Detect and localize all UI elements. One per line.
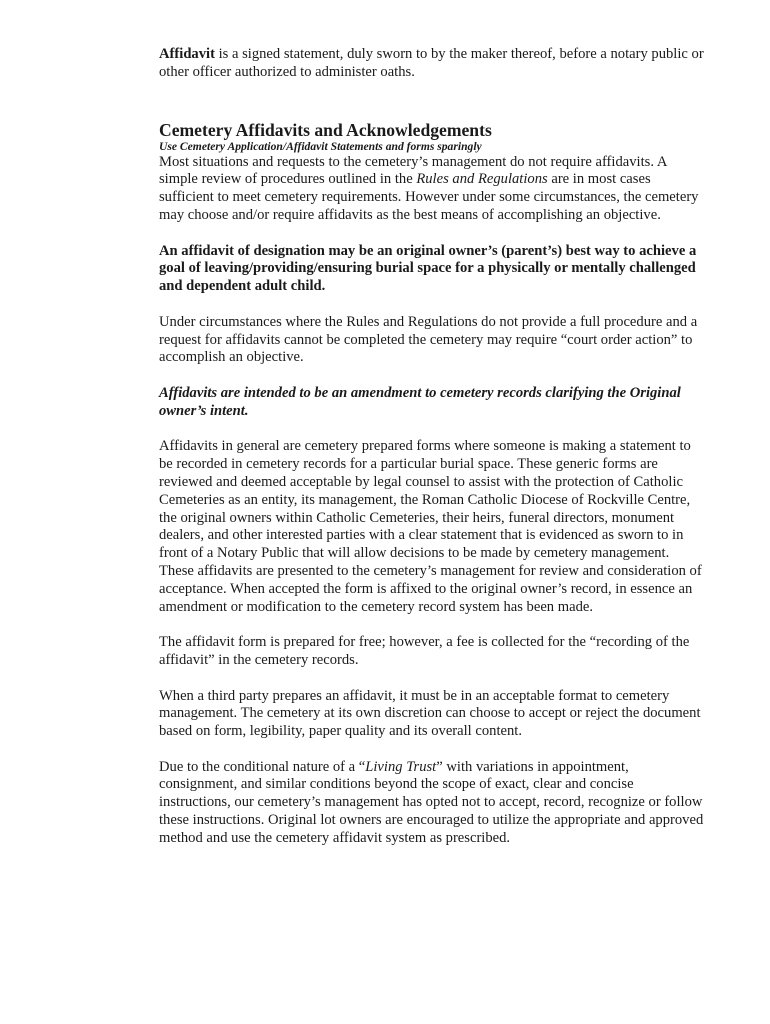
rules-and-regulations-term: Rules and Regulations: [416, 171, 548, 188]
affidavit-term: Affidavit: [159, 46, 215, 62]
living-trust-term: Living Trust: [365, 758, 437, 775]
paragraph-living-trust: Due to the conditional nature of a “Living Trust” with variations in appointment, consignment, and similar conditions beyond the scope of exact, clear and concise instructions, our cemetery’s management has opted not to accept, record, recognize or follow these instructions. Original lot owners are encouraged to utilize the appropriate and approved method and use the cemetery affidavit system as prescribed.: [159, 758, 704, 846]
affidavit-definition: [159, 46, 707, 82]
document-page: [159, 46, 707, 848]
section-subtitle: Use Cemetery Application/Affidavit Statements and forms sparingly: [159, 139, 482, 153]
paragraph-fee: The affidavit form is prepared for free; however, a fee is collected for the “recording of the affidavit” in the cemetery records.: [159, 634, 690, 668]
paragraph-amendment: Affidavits are intended to be an amendment to cemetery records clarifying the Original owner’s intent.: [159, 384, 681, 419]
section-title: Cemetery Affidavits and Acknowledgements: [159, 119, 492, 140]
paragraph-general-forms: Affidavits in general are cemetery prepared forms where someone is making a statement to be recorded in cemetery records for a particular burial space. These generic forms are reviewed and deemed acceptable by legal counsel to assist with the protection of Catholic Cemeteries as an entity, its management, the Roman Catholic Diocese of Rockville Centre, the original owners within Catholic Cemeteries, their heirs, funeral directors, monument dealers, and other interested parties with a clear statement that is evidenced as sworn to in front of a Notary Public that will allow decisions to be made by cemetery management. These affidavits are presented to the cemetery’s management for review and consideration of acceptance. When accepted the form is affixed to the original owner’s record, in essence an amendment or modification to the cemetery record system has been made.: [159, 438, 702, 615]
paragraph-court-order: Under circumstances where the Rules and Regulations do not provide a full procedure and a request for affidavits cannot be completed the cemetery may require “court order action” to accomplish an objective.: [159, 313, 698, 366]
affidavit-definition-text: is a signed statement, duly sworn to by the maker thereof, before a notary public or other officer authorized to administer oaths.: [159, 46, 704, 80]
paragraph-designation: An affidavit of designation may be an original owner’s (parent’s) best way to achieve a goal of leaving/providing/ensuring burial space for a physically or mentally challenged and dependent adult child.: [159, 242, 697, 295]
paragraph-procedures: Most situations and requests to the cemetery’s management do not require affidavits. A simple review of procedures outlined in the Rules and Regulations are in most cases sufficient to meet cemetery requirements. However under some circumstances, the cemetery may choose and/or require affidavits as the best means of accomplishing an objective.: [159, 153, 699, 223]
paragraph-third-party: When a third party prepares an affidavit, it must be in an acceptable format to cemetery management. The cemetery at its own discretion can choose to accept or reject the document based on form, legibility, paper quality and its overall content.: [159, 687, 701, 740]
